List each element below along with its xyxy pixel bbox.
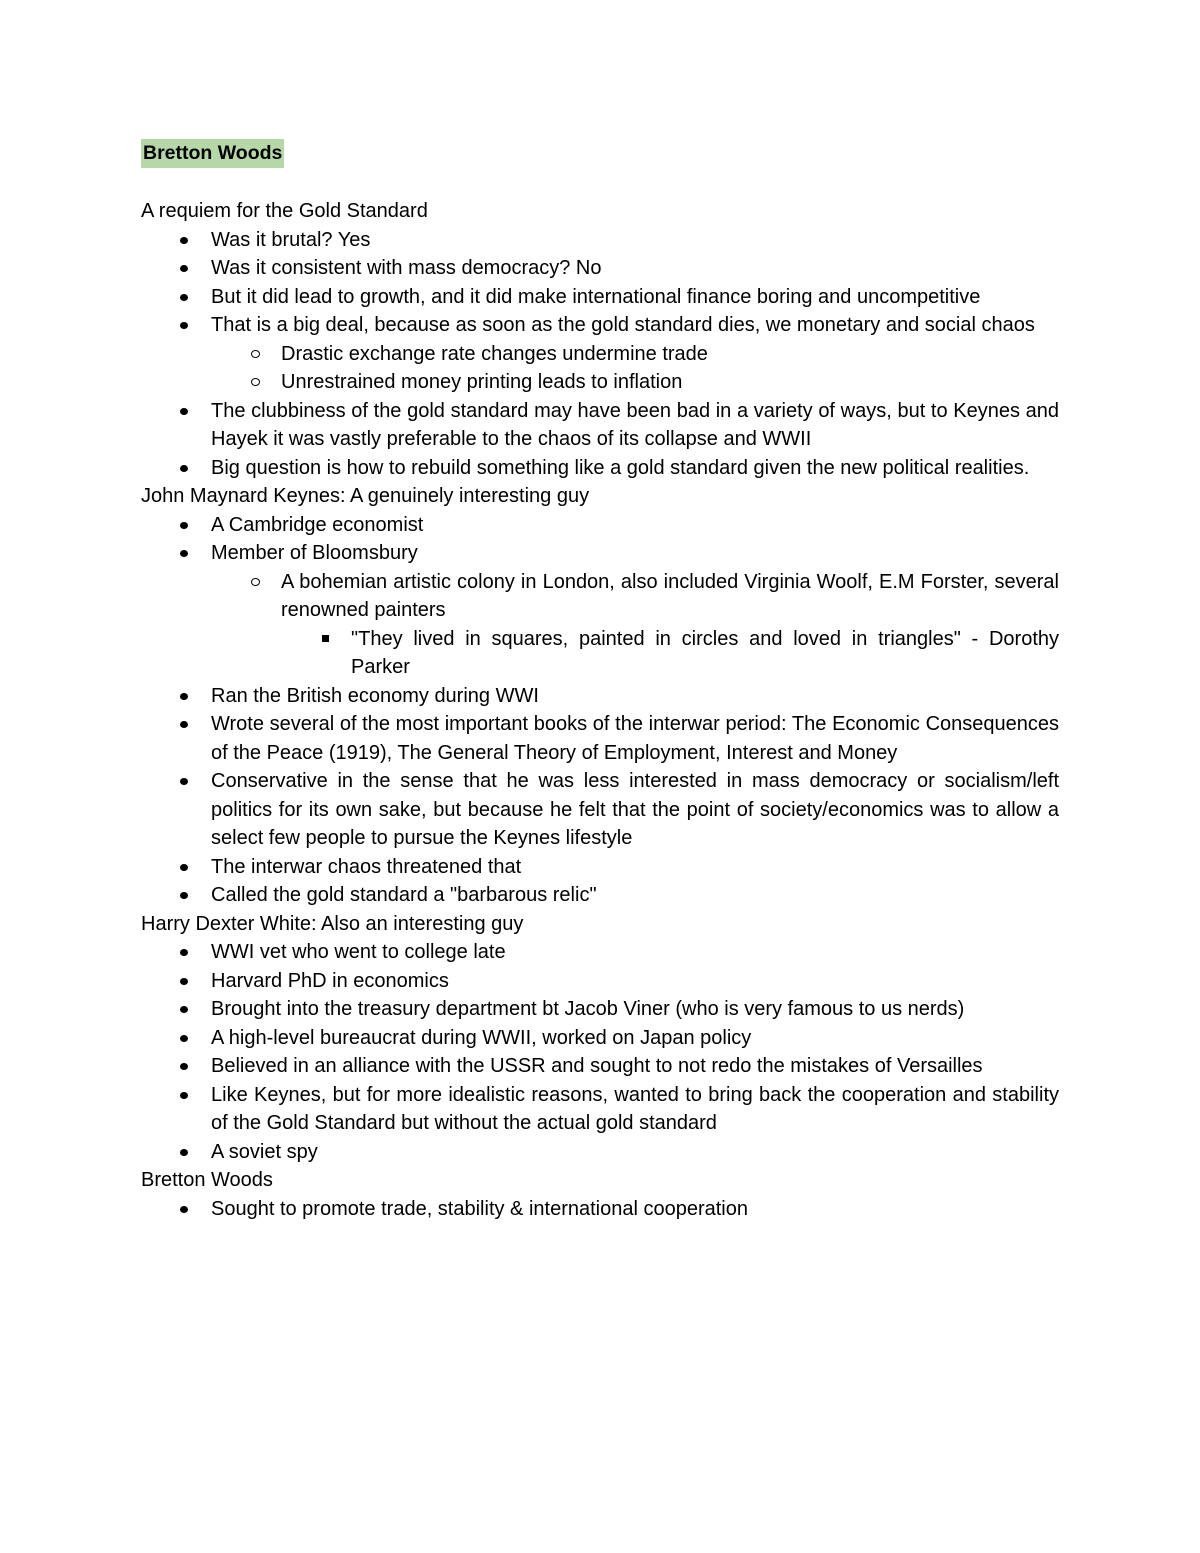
- bullet-list-level-1: [141, 511, 1059, 910]
- disc-bullet-icon: [180, 265, 188, 272]
- list-item: [141, 454, 1059, 483]
- section-heading: Harry Dexter White: Also an interesting guy: [141, 912, 524, 935]
- list-item-text: Was it brutal? Yes: [211, 228, 371, 251]
- nested-list-container: [141, 625, 1059, 682]
- nested-list-container: [141, 568, 1059, 682]
- bullet-list-level-1: [141, 1195, 1059, 1224]
- list-item-text: Unrestrained money printing leads to inflation: [281, 371, 683, 393]
- section-heading: John Maynard Keynes: A genuinely interesting guy: [141, 485, 590, 507]
- disc-bullet-icon: [180, 465, 188, 472]
- list-item: [141, 539, 1059, 568]
- list-item-text: WWI vet who went to college late: [211, 941, 506, 963]
- list-item-text: "They lived in squares, painted in circles and loved in triangles" - Dorothy Parker: [351, 627, 1059, 678]
- list-item: [141, 368, 1059, 397]
- disc-bullet-icon: [180, 522, 188, 529]
- list-item: [141, 254, 1059, 283]
- list-item: [141, 1052, 1059, 1081]
- disc-bullet-icon: [180, 892, 188, 899]
- list-item-text: Was it consistent with mass democracy? No: [211, 257, 602, 279]
- list-item-text: Brought into the treasury department bt Jacob Viner (who is very famous to us nerds): [211, 998, 965, 1020]
- list-item-text: A bohemian artistic colony in London, also included Virginia Woolf, E.M Forster, several renowned painters: [281, 570, 1059, 621]
- list-item-text: Believed in an alliance with the USSR and sought to not redo the mistakes of Versailles: [211, 1055, 983, 1077]
- list-item-text: Drastic exchange rate changes undermine trade: [281, 342, 708, 365]
- list-item: [141, 625, 1059, 682]
- circle-bullet-icon: [251, 350, 260, 358]
- list-item-text: Conservative in the sense that he was less interested in mass democracy or socialism/left politics for its own sake, but because he felt that the point of society/economics was to allow a select few people to pursue the Keynes lifestyle: [211, 770, 1059, 849]
- list-item-text: The clubbiness of the gold standard may have been bad in a variety of ways, but to Keynes and Hayek it was vastly preferable to the chaos of its collapse and WWII: [211, 399, 1059, 450]
- disc-bullet-icon: [180, 949, 188, 956]
- square-bullet-icon: [322, 635, 329, 642]
- list-item: [141, 283, 1059, 312]
- disc-bullet-icon: [180, 294, 188, 301]
- list-item-text: Ran the British economy during WWI: [211, 684, 539, 707]
- disc-bullet-icon: [180, 978, 188, 985]
- list-item-text: Member of Bloomsbury: [211, 542, 418, 564]
- disc-bullet-icon: [180, 408, 188, 415]
- section-heading: A requiem for the Gold Standard: [141, 200, 428, 222]
- list-item: [141, 340, 1059, 369]
- list-item-text: The interwar chaos threatened that: [211, 855, 522, 878]
- disc-bullet-icon: [180, 1092, 188, 1099]
- bullet-list-level-1: [141, 938, 1059, 1166]
- list-item-text: Harvard PhD in economics: [211, 969, 449, 992]
- list-item: [141, 938, 1059, 967]
- bullet-list-level-2: [141, 340, 1059, 397]
- list-item: [141, 311, 1059, 340]
- list-item: [141, 767, 1059, 853]
- document-title: Bretton Woods: [141, 139, 284, 168]
- list-item-text: Called the gold standard a "barbarous relic": [211, 884, 597, 906]
- disc-bullet-icon: [180, 1063, 188, 1070]
- disc-bullet-icon: [180, 778, 188, 785]
- list-item-text: But it did lead to growth, and it did make international finance boring and uncompetitive: [211, 285, 981, 308]
- list-item-text: A soviet spy: [211, 1140, 318, 1163]
- disc-bullet-icon: [180, 1035, 188, 1042]
- list-item: [141, 853, 1059, 882]
- list-item-text: Wrote several of the most important books of the interwar period: The Economic Consequences of the Peace (1919), The General Theory of Employment, Interest and Money: [211, 713, 1059, 764]
- disc-bullet-icon: [180, 1149, 188, 1156]
- list-item: [141, 511, 1059, 540]
- list-item: [141, 710, 1059, 767]
- list-item: [141, 995, 1059, 1024]
- disc-bullet-icon: [180, 1206, 188, 1213]
- bullet-list-level-1: [141, 226, 1059, 483]
- list-item: [141, 397, 1059, 454]
- list-item: [141, 226, 1059, 255]
- list-item-text: Sought to promote trade, stability & international cooperation: [211, 1197, 748, 1220]
- disc-bullet-icon: [180, 237, 188, 244]
- list-item: [141, 682, 1059, 711]
- list-item: [141, 1195, 1059, 1224]
- document-body: [141, 197, 1059, 1223]
- circle-bullet-icon: [251, 378, 260, 386]
- circle-bullet-icon: [251, 578, 260, 586]
- list-item-text: A Cambridge economist: [211, 513, 424, 536]
- disc-bullet-icon: [180, 864, 188, 871]
- list-item: [141, 881, 1059, 910]
- nested-list-container: [141, 340, 1059, 397]
- disc-bullet-icon: [180, 1006, 188, 1013]
- disc-bullet-icon: [180, 721, 188, 728]
- disc-bullet-icon: [180, 693, 188, 700]
- list-item-text: Like Keynes, but for more idealistic reasons, wanted to bring back the cooperation and stability of the Gold Standard but without the actual gold standard: [211, 1083, 1059, 1134]
- bullet-list-level-2: [141, 568, 1059, 682]
- list-item: [141, 967, 1059, 996]
- list-item-text: That is a big deal, because as soon as the gold standard dies, we monetary and social chaos: [211, 314, 1035, 336]
- document-page: [141, 139, 1059, 1223]
- list-item-text: A high-level bureaucrat during WWII, worked on Japan policy: [211, 1026, 752, 1049]
- list-item: [141, 1081, 1059, 1138]
- list-item-text: Big question is how to rebuild something like a gold standard given the new political realities.: [211, 456, 1030, 479]
- list-item: [141, 1138, 1059, 1167]
- list-item: [141, 568, 1059, 625]
- disc-bullet-icon: [180, 322, 188, 329]
- list-item: [141, 1024, 1059, 1053]
- section-heading: Bretton Woods: [141, 1169, 273, 1191]
- title-row: [141, 139, 1059, 168]
- disc-bullet-icon: [180, 550, 188, 557]
- bullet-list-level-3: [141, 625, 1059, 682]
